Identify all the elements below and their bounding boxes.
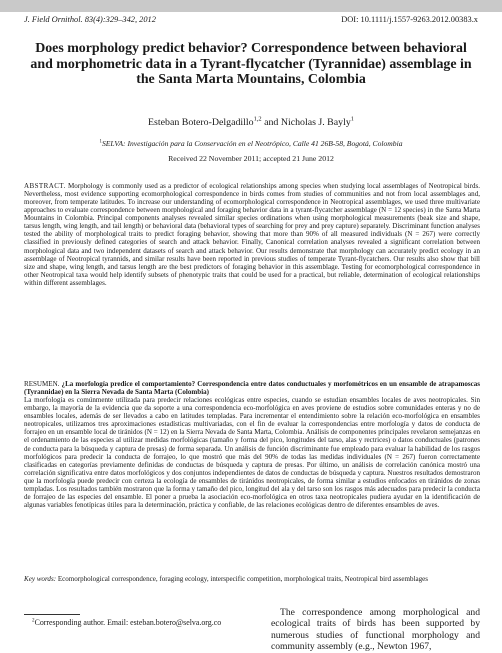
resumen-text: La morfología es comúnmente utilizada para predecir relaciones ecológicas entre especies, cuando se estudian ensambles locales de aves neotropicales. Sin embargo, la mayoría de la evidencia que da soporte a una correspondencia eco-morfológica en aves proviene de estudios sobre comunidades enteras y no de ensambles locales, además de ser llevados a cabo en latitudes templadas. Para incrementar el entendimiento sobre la relación eco-morfológica en ensambles neotropicales, utilizamos tres aproximaciones estadísticas multivariadas, con el fin de evaluar la correspondencias entre morfología y datos de conducta de forrajeo en un ensamble local de tiránidos (N = 12) en la Sierra Nevada de Santa Marta, Colombia. Análisis de componentes principales revelaron semejanzas en el ordenamiento de las especies al utilizar medidas morfológicas (tamaño y forma del pico, longitudes del tarso, alas y rectrices) o datos conductuales (patrones de conducta para la búsqueda y captura de presas) de forma separada. Un análisis de función discriminante fue empleado para evaluar la habilidad de los rasgos morfológicos para predecir la conducta de forrajeo, lo que mostró que más del 90% de todas las medidas individuales (N = 267) fueron correctamente clasificadas en categorías previamente definidas de conductas de búsqueda y captura de presas. Por último, un análisis de correlación canónica mostró una correlación significativa entre datos morfológicos y dos conjuntos independientes de datos de conductas de búsqueda y captura. Nuestros resultados demostraron que la morfología puede predecir con certeza la ecología de ensambles de tiránidos neotropicales, de forma similar a estudios enfocados en tiránidos de zonas templadas. Los resultados también mostraron que la forma y tamaño del pico, longitud del ala y del tarso son los rasgos más adecuados para predecir la conducta de forrajeo de las especies del ensamble. El poner a prueba la asociación eco-morfológica en otros taxa neotropicales pudiera ayudar en la identificación de algunas variables fenotípicas útiles para la determinación, práctica y confiable, de las relaciones ecológicas dentro de diferentes ensambles de aves. <box>24 396 480 509</box>
author-2-affil: 1 <box>350 115 354 123</box>
footnote-divider <box>24 614 80 615</box>
footnote-marker: 2 <box>32 617 35 624</box>
resumen <box>24 380 480 509</box>
abstract <box>24 182 480 287</box>
author-1: Esteban Botero-Delgadillo <box>148 117 254 128</box>
footnote <box>32 618 257 629</box>
affiliation <box>30 139 472 149</box>
keywords-label: Key words: <box>24 575 57 583</box>
author-line <box>30 117 472 129</box>
resumen-title: ¿La morfología predice el comportamiento? Correspondencia entre datos conductuales y morfométricos en un ensamble de atrapamoscas (Tyrannidae) en la Sierra Nevada de Santa Marta (Colombia) <box>24 380 480 397</box>
affiliation-text: SELVA: Investigación para la Conservación en el Neotrópico, Calle 41 26B-58, Bogotá, Colombia <box>101 139 403 148</box>
journal-citation: J. Field Ornithol. 83(4):329–342, 2012 <box>24 15 156 24</box>
author-1-affil: 1,2 <box>253 115 262 123</box>
running-head <box>24 14 478 26</box>
body-paragraph: The correspondence among morphological and ecological traits of birds has been supported by numerous studies of functional morphology and community assembly (e.g., Newton 1967, <box>271 607 480 653</box>
keywords <box>24 575 480 583</box>
footnote-text: Corresponding author. Email: esteban.botero@selva.org.co <box>34 618 222 627</box>
keywords-text: Ecomorphological correspondence, foraging ecology, interspecific competition, morphological traits, Neotropical bird assemblages <box>57 575 428 583</box>
top-gray-bar <box>0 0 502 12</box>
abstract-label: ABSTRACT. <box>24 182 66 190</box>
author-2: Nicholas J. Bayly <box>280 117 351 128</box>
resumen-label: RESUMEN. <box>24 380 60 388</box>
article-title: Does morphology predict behavior? Correspondence between behavioral and morphometric data in a Tyrant-flycatcher (Tyrannidae) assemblage in the Santa Marta Mountains, Colombia <box>30 41 472 88</box>
abstract-text: Morphology is commonly used as a predictor of ecological relationships among species when studying local assemblages of Neotropical birds. Nevertheless, most evidence supporting ecomorphological correspondence in birds comes from studies of communities and not from local assemblages and, moreover, from temperate latitudes. To increase our understanding of ecomorphological correspondence in Neotropical assemblages, we used three multivariate approaches to evaluate correspondence between morphological and foraging behavior data in a tyrant-flycatcher assemblage (N = 12 species) in the Santa Marta Mountains in Colombia. Principal components analyses revealed similar species ordinations when using morphological measurements (beak size and shape, tarsus length, wing length, and tail length) or behavioral data (behavioral types of searching for prey and prey capture) separately. Discriminant function analyses tested the ability of morphological traits to predict foraging behavior, showing that more than 90% of all measured individuals (N = 267) were correctly classified in previously defined categories of search and attack behavior. Finally, Canonical correlation analyses revealed a significant correlation between morphological data and two independent datasets of search and attack behavior. Our results demonstrate that morphology can accurately predict ecology in an assemblage of Neotropical tyrannids, and similar results have been reported in previous studies of temperate Tyrant-flycatchers. Our results also show that bill size and shape, wing length, and tarsus length are the best predictors of foraging behavior in this assemblage. Testing for ecomorphological correspondence in other Neotropical taxa would help identify subsets of phenotypic traits that could be used for a practical, but reliable, determination of ecological relationships within different assemblages. <box>24 182 481 287</box>
doi: DOI: 10.1111/j.1557-9263.2012.00383.x <box>341 15 478 24</box>
affiliation-marker: 1 <box>99 139 102 145</box>
received-dates: Received 22 November 2011; accepted 21 June 2012 <box>168 154 334 163</box>
author-conjunction: and <box>264 117 279 128</box>
